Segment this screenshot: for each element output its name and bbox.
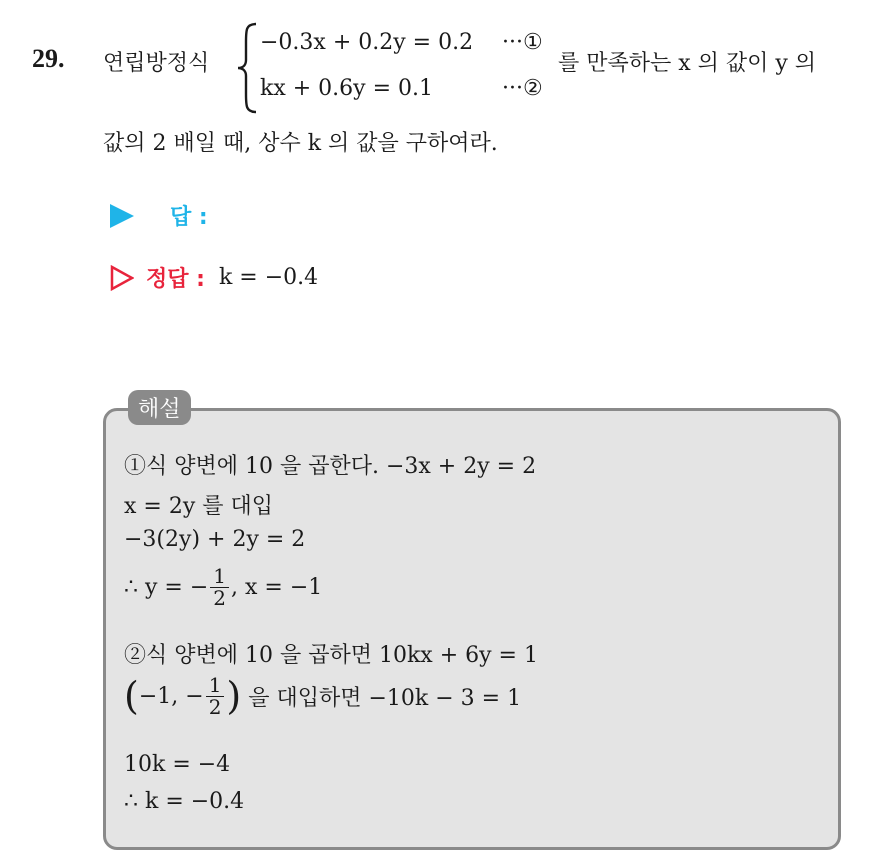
equation-1-text: −0.3x + 0.2y = 0.2 (260, 30, 474, 55)
correct-answer-row (110, 262, 318, 293)
fraction-half-2 (206, 672, 225, 719)
solution-line-8: ∴ k = −0.4 (124, 789, 245, 814)
fraction-half (210, 566, 229, 609)
solution-line-6-b: 을 대입하면 −10k − 3 = 1 (241, 685, 522, 711)
right-paren: ) (226, 674, 242, 718)
question-prefix: 연립방정식 (103, 51, 210, 76)
equation-1 (260, 30, 560, 55)
correct-answer-value: k = −0.4 (218, 265, 319, 290)
fraction-denominator: 2 (213, 586, 227, 610)
answer-label: 답 : (170, 205, 208, 230)
left-paren: ( (124, 674, 139, 718)
fraction-numerator: 1 (210, 566, 229, 588)
solution-tag: 해설 (128, 390, 191, 425)
equation-2 (260, 76, 560, 101)
question-middle-text: 를 만족하는 x 의 값이 y 의 (558, 51, 817, 76)
answer-row (110, 200, 208, 231)
solution-line-4 (124, 566, 322, 609)
correct-answer-label: 정답 : (146, 267, 205, 292)
solution-line-2: x = 2y 를 대입 (124, 494, 273, 519)
outline-triangle-icon (110, 265, 134, 291)
question-number: 29. (32, 44, 65, 73)
solution-line-7: 10k = −4 (124, 752, 231, 777)
equation-1-mark: ···① (502, 30, 543, 55)
solution-line-4-b: , x = −1 (231, 575, 323, 600)
solution-line-6 (124, 674, 521, 718)
solution-line-5: ②식 양변에 10 을 곱하면 10kx + 6y = 1 (124, 643, 538, 668)
equation-2-mark: ···② (502, 76, 543, 101)
fraction-numerator-2: 1 (206, 675, 225, 697)
solution-line-4-a: ∴ y = − (124, 575, 209, 600)
solution-line-3: −3(2y) + 2y = 2 (124, 527, 306, 552)
left-brace-icon (236, 22, 260, 114)
solid-triangle-icon (110, 204, 134, 228)
equation-2-text: kx + 0.6y = 0.1 (260, 76, 433, 101)
question-line-2: 값의 2 배일 때, 상수 k 의 값을 구하여라. (103, 131, 498, 156)
fraction-denominator-2: 2 (208, 694, 222, 719)
solution-line-6-a: −1, − (138, 683, 204, 709)
solution-line-1: ①식 양변에 10 을 곱한다. −3x + 2y = 2 (124, 454, 537, 479)
